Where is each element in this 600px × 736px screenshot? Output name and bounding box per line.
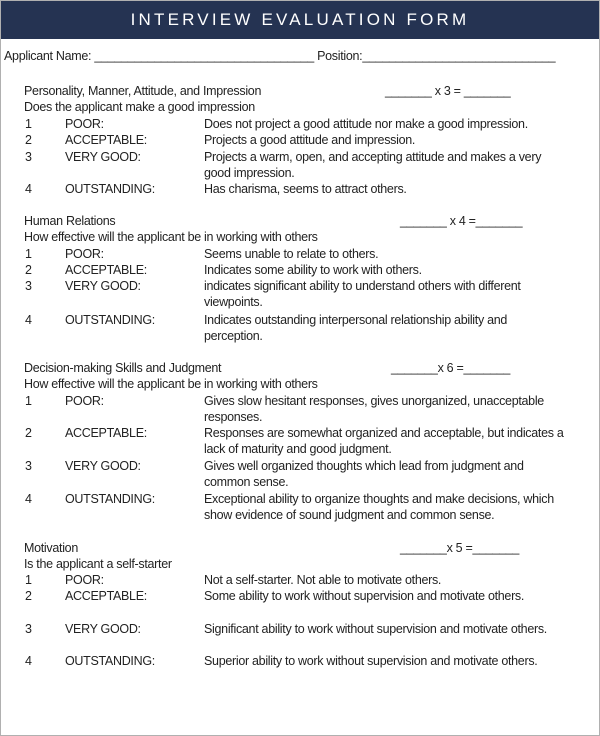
section-question: Does the applicant make a good impression bbox=[24, 100, 255, 114]
section-question: Is the applicant a self-starter bbox=[24, 557, 172, 571]
rating-label: VERY GOOD: bbox=[65, 459, 141, 473]
rating-description: Indicates some ability to work with others. bbox=[204, 263, 422, 277]
rating-description: Responses are somewhat organized and acceptable, but indicates a lack of maturity and good judgment. bbox=[204, 426, 564, 457]
rating-label: VERY GOOD: bbox=[65, 279, 141, 293]
rating-description: Seems unable to relate to others. bbox=[204, 247, 379, 261]
rating-number: 3 bbox=[25, 150, 32, 164]
rating-number: 2 bbox=[25, 589, 32, 603]
section-title: Decision-making Skills and Judgment bbox=[24, 361, 222, 375]
score-field[interactable]: _______ x 3 = _______ bbox=[385, 84, 511, 98]
rating-number: 1 bbox=[25, 117, 32, 131]
rating-description: Projects a warm, open, and accepting attitude and makes a very good impression. bbox=[204, 150, 542, 181]
rating-description: Not a self-starter. Not able to motivate others. bbox=[204, 573, 442, 587]
score-field[interactable]: _______x 5 =_______ bbox=[400, 541, 520, 555]
rating-label: VERY GOOD: bbox=[65, 150, 141, 164]
applicant-name-label: Applicant Name: bbox=[4, 49, 92, 63]
rating-number: 3 bbox=[25, 279, 32, 293]
rating-label: ACCEPTABLE: bbox=[65, 263, 147, 277]
rating-number: 4 bbox=[25, 313, 32, 327]
rating-description: Has charisma, seems to attract others. bbox=[204, 182, 407, 196]
rating-label: ACCEPTABLE: bbox=[65, 589, 147, 603]
form-title: INTERVIEW EVALUATION FORM bbox=[1, 1, 599, 39]
applicant-name-field[interactable]: _________________________________ bbox=[94, 49, 314, 63]
rating-label: POOR: bbox=[65, 247, 104, 261]
section-title: Motivation bbox=[24, 541, 78, 555]
section-title: Human Relations bbox=[24, 214, 116, 228]
rating-description: Indicates outstanding interpersonal relationship ability and perception. bbox=[204, 313, 508, 344]
rating-description: Some ability to work without supervision and motivate others. bbox=[204, 589, 525, 603]
section-question: How effective will the applicant be in working with others bbox=[24, 377, 318, 391]
rating-description: Exceptional ability to organize thoughts and make decisions, which show evidence of sound judgment and common sense. bbox=[204, 492, 554, 523]
rating-label: OUTSTANDING: bbox=[65, 492, 155, 506]
rating-description: Significant ability to work without supervision and motivate others. bbox=[204, 622, 547, 636]
rating-label: VERY GOOD: bbox=[65, 622, 141, 636]
rating-number: 2 bbox=[25, 133, 32, 147]
rating-description: Does not project a good attitude nor make a good impression. bbox=[204, 117, 528, 131]
rating-label: OUTSTANDING: bbox=[65, 182, 155, 196]
rating-description: Projects a good attitude and impression. bbox=[204, 133, 416, 147]
rating-label: POOR: bbox=[65, 117, 104, 131]
rating-number: 1 bbox=[25, 247, 32, 261]
applicant-row bbox=[4, 49, 555, 63]
rating-label: ACCEPTABLE: bbox=[65, 426, 147, 440]
score-field[interactable]: _______x 6 =_______ bbox=[391, 361, 511, 375]
rating-number: 4 bbox=[25, 182, 32, 196]
rating-number: 1 bbox=[25, 573, 32, 587]
rating-label: OUTSTANDING: bbox=[65, 313, 155, 327]
rating-number: 4 bbox=[25, 654, 32, 668]
position-label: Position: bbox=[317, 49, 363, 63]
rating-description: Superior ability to work without supervision and motivate others. bbox=[204, 654, 538, 668]
rating-label: OUTSTANDING: bbox=[65, 654, 155, 668]
rating-description: Gives slow hesitant responses, gives unorganized, unacceptable responses. bbox=[204, 394, 544, 425]
section-question: How effective will the applicant be in working with others bbox=[24, 230, 318, 244]
rating-description: indicates significant ability to understand others with different viewpoints. bbox=[204, 279, 521, 310]
rating-number: 3 bbox=[25, 622, 32, 636]
position-field[interactable]: _____________________________ bbox=[362, 49, 556, 63]
rating-label: POOR: bbox=[65, 394, 104, 408]
rating-number: 4 bbox=[25, 492, 32, 506]
rating-number: 1 bbox=[25, 394, 32, 408]
rating-description: Gives well organized thoughts which lead from judgment and common sense. bbox=[204, 459, 524, 490]
rating-number: 2 bbox=[25, 263, 32, 277]
rating-label: ACCEPTABLE: bbox=[65, 133, 147, 147]
score-field[interactable]: _______ x 4 =_______ bbox=[400, 214, 523, 228]
section-title: Personality, Manner, Attitude, and Impression bbox=[24, 84, 262, 98]
rating-number: 3 bbox=[25, 459, 32, 473]
rating-label: POOR: bbox=[65, 573, 104, 587]
rating-number: 2 bbox=[25, 426, 32, 440]
